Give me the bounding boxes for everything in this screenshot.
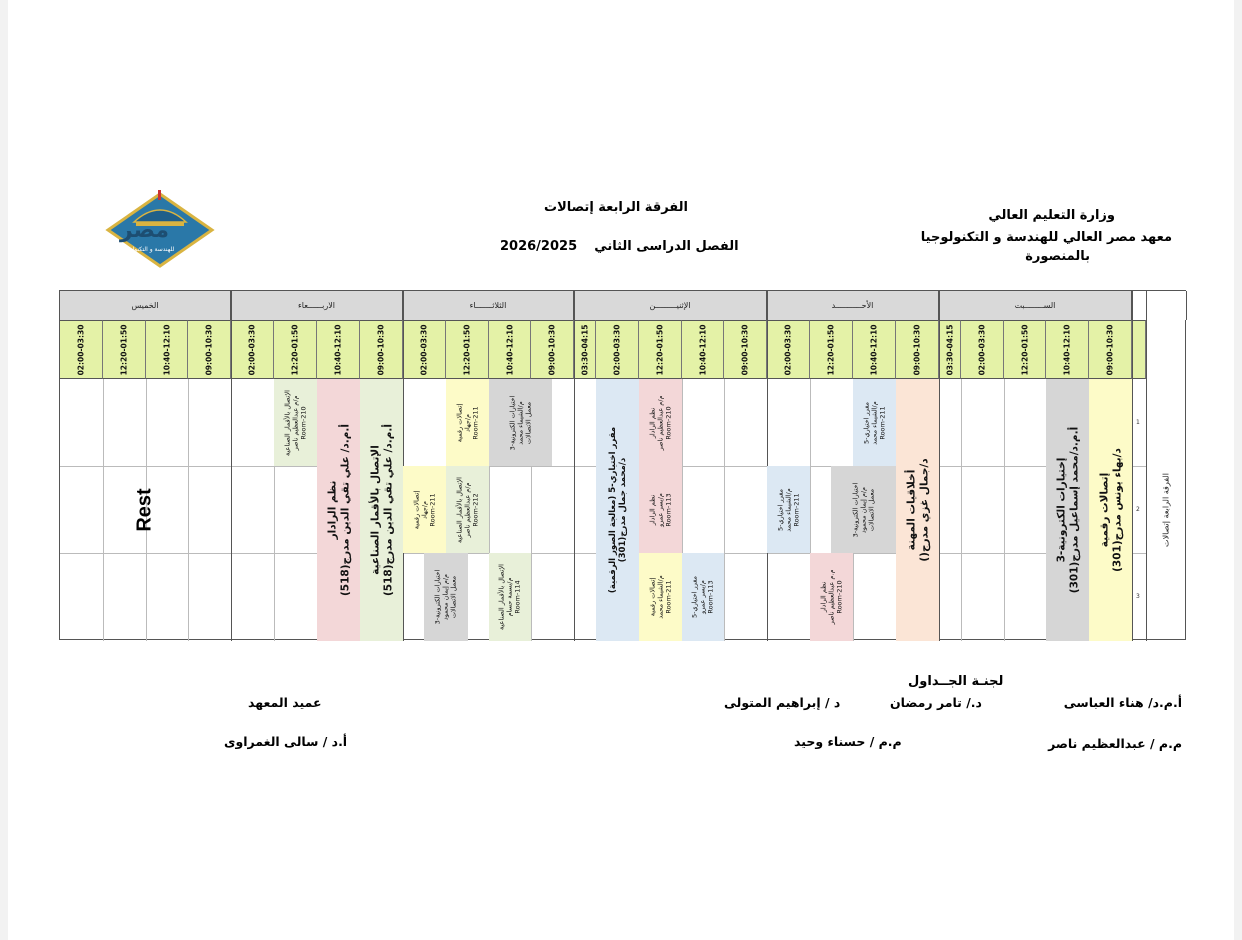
sun-block-radar: نظم الرادار م.م عبدالعظيم ناصر Room-210 — [810, 553, 853, 641]
time-mon-5: 03:30-04:15 — [574, 320, 596, 379]
mon-block-elective-lecture: مقرر اختياري-5 (معالجة الصور الرقمية) د/محمد جمال مدرج(301) — [596, 379, 639, 641]
signature-4: م.م / عبدالعظيم ناصر — [1048, 736, 1182, 751]
time-thu-1: 09:00-10:30 — [188, 320, 231, 379]
time-wed-1: 09:00-10:30 — [360, 320, 403, 379]
tue-block-digital-comm-1: إتصالات رقمية م/جهاد Room-211 — [446, 379, 489, 466]
sun-block-electronic-tests: اختبارات الكترونية-3 م/م إيمان محمود معمل الاتصالات — [831, 466, 896, 553]
time-sun-1: 09:00-10:30 — [896, 320, 939, 379]
time-sun-2: 10:40-12:10 — [853, 320, 896, 379]
semester-line — [500, 239, 739, 254]
mon-block-elective-section: مقرر اختياري-5 م/يسر عمرو Room-113 — [682, 553, 724, 641]
sat-block-digital-comm-lecture: إتصالات رقمية د/بهاء يونس مدرج(301) — [1089, 379, 1132, 641]
day-header-tuesday: الثلاثـــــــاء — [403, 291, 574, 320]
tue-block-satellite-3: الإتصال بالأقمار الصناعية م/بسمة حسام Room-114 — [489, 553, 531, 641]
time-sat-1: 09:00-10:30 — [1089, 320, 1132, 379]
thursday-rest: Rest — [133, 488, 156, 532]
time-tue-4: 02:00-03:30 — [403, 320, 446, 379]
institute-title: معهد مصر العالي للهندسة و التكنولوجيا — [920, 230, 1172, 245]
day-header-saturday: الســــــــبت — [939, 291, 1132, 320]
time-sat-2: 10:40-12:10 — [1046, 320, 1089, 379]
signature-1: أ.م.د/ هناء العباسى — [1063, 695, 1182, 710]
day-header-thursday: الخميس — [60, 291, 231, 320]
sun-block-elective-1: مقرر اختياري-5 م/الشيماء محمد Room-211 — [853, 379, 896, 466]
time-tue-3: 12:20-01:50 — [446, 320, 489, 379]
time-tue-1: 09:00-10:30 — [531, 320, 574, 379]
day-header-corner — [1132, 291, 1187, 320]
tue-block-satellite-2: الإتصال بالأقمار الصناعية م/م عبدالعظيم ناصر Room-212 — [446, 466, 489, 553]
dean-title: عميد المعهد — [248, 695, 322, 710]
tue-block-digital-comm-2: إتصالات رقمية م/جهاد Room-211 — [403, 466, 446, 553]
day-header-monday: الإثنيـــــــــن — [574, 291, 767, 320]
time-sat-3: 12:20-01:50 — [1004, 320, 1046, 379]
timetable-grid — [59, 290, 1186, 640]
academic-year: 2026/2025 — [500, 239, 578, 254]
day-header-sunday: الأحـــــــــــد — [767, 291, 939, 320]
time-thu-2: 10:40-12:10 — [146, 320, 188, 379]
time-sat-4: 02:00-03:30 — [961, 320, 1004, 379]
time-mon-4: 02:00-03:30 — [596, 320, 639, 379]
logo-subtitle: للهندسة و التكنولوجيا — [122, 246, 175, 253]
day-header-wednesday: الاربــــــعاء — [231, 291, 403, 320]
committee-title: لجنـة الجــداول — [908, 674, 1004, 689]
sun-block-ethics-lecture: أخلاقيات المهنة د/جمال غزي مدرج() — [896, 379, 939, 641]
tue-block-electronic-tests-3: اختبارات الكترونية-3 م/م إيمان محمود معمل الاتصالات — [424, 553, 468, 641]
time-sat-5: 03:30-04:15 — [939, 320, 961, 379]
time-wed-3: 12:20-01:50 — [274, 320, 317, 379]
row-label-1: 1 — [1136, 419, 1140, 426]
class-side-label: الفرقة الرابعة إتصالات — [1161, 473, 1171, 547]
time-mon-1: 09:00-10:30 — [724, 320, 767, 379]
mon-block-digital-comm: إتصالات رقمية م/الشيماء محمد Room-211 — [639, 553, 682, 641]
ministry-title: وزارة التعليم العالي — [988, 208, 1115, 223]
time-corner — [1132, 320, 1146, 379]
time-wed-4: 02:00-03:30 — [231, 320, 274, 379]
time-mon-3: 12:20-01:50 — [639, 320, 682, 379]
row-label-2: 2 — [1136, 506, 1140, 513]
institute-logo — [100, 188, 218, 268]
semester-label: الفصل الدراسى الثاني — [594, 239, 739, 254]
time-sun-4: 02:00-03:30 — [767, 320, 810, 379]
time-wed-2: 10:40-12:10 — [317, 320, 360, 379]
mon-block-radar-2: نظم الرادار م/يسر عمرو Room-113 — [639, 466, 682, 553]
time-sun-3: 12:20-01:50 — [810, 320, 853, 379]
time-thu-3: 12:20-01:50 — [103, 320, 146, 379]
sat-block-electronic-tests-lecture: إختيارات الكترونية-3 أ.م.د/محمد إسماعيل مدرج(301) — [1046, 379, 1089, 641]
class-title: الفرقة الرابعة إتصالات — [544, 200, 688, 215]
signature-2: د./ تامر رمضان — [890, 695, 982, 710]
wed-block-satellite-lecture: الإتصال بالأقمار الصناعية أ.م.د/ علي تقي الدين مدرج(518) — [360, 379, 403, 641]
logo-text: مصر — [120, 218, 169, 243]
signature-5: م.م / حسناء وحيد — [794, 734, 902, 749]
row-label-3: 3 — [1136, 593, 1140, 600]
sun-block-elective-2: مقرر اختياري-5 م/الشيماء محمد Room-211 — [767, 466, 810, 553]
signature-3: د / إبراهيم المتولى — [724, 695, 841, 710]
tue-block-electronic-tests-1: اختبارات الكترونية-3 م/الشيماء محمد معمل الاتصالات — [489, 379, 552, 466]
dean-name: أ.د / سالى الغمراوى — [224, 734, 348, 749]
time-tue-2: 10:40-12:10 — [489, 320, 531, 379]
time-mon-2: 10:40-12:10 — [682, 320, 724, 379]
mon-block-radar-1: نظم الرادار م/م عبدالعظيم ناصر Room-210 — [639, 379, 682, 466]
city-title: بالمنصورة — [1025, 249, 1090, 264]
wed-block-radar-lecture: نظم الرادار أ.م.د/ علي تقي الدين مدرج(518) — [317, 379, 360, 641]
wed-block-satellite-section: الإتصال بالأقمار الصناعية م/م عبدالعظيم ناصر Room-210 — [274, 379, 317, 466]
time-thu-4: 02:00-03:30 — [60, 320, 103, 379]
